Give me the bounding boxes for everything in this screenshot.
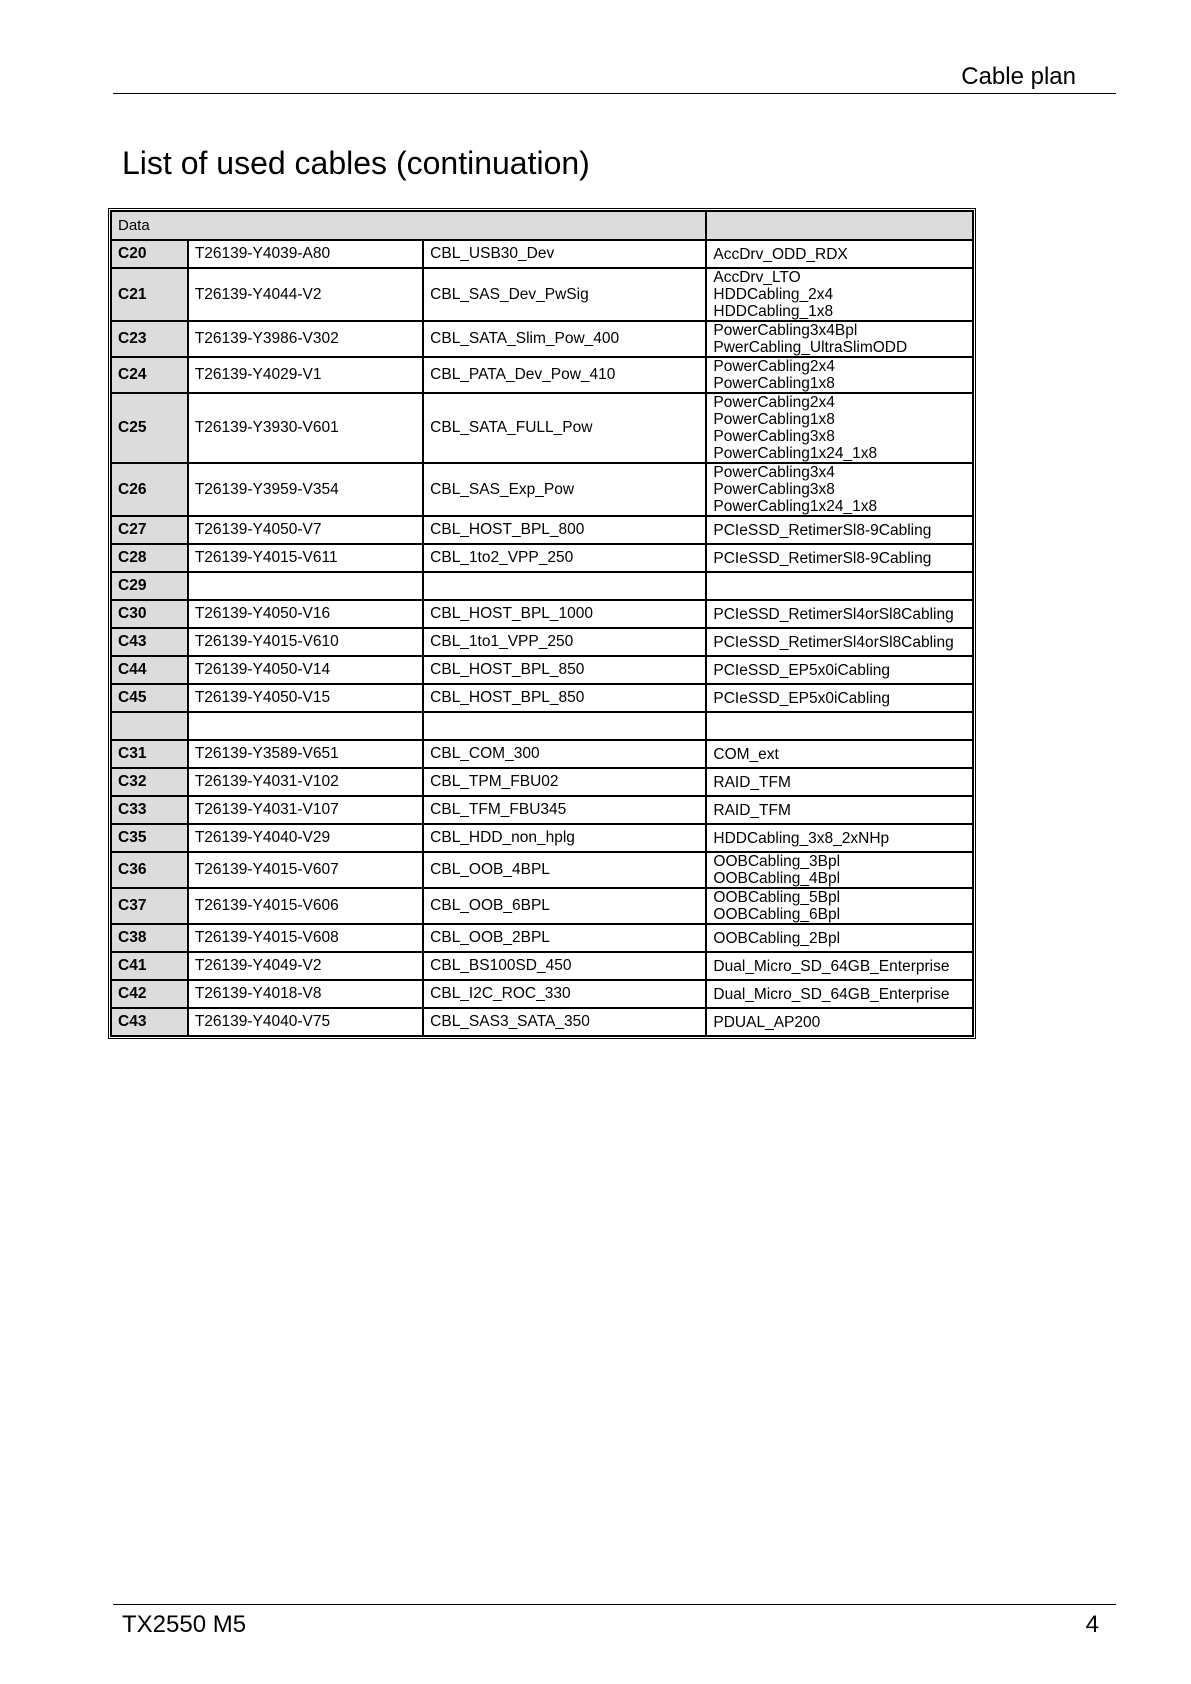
footer-divider xyxy=(113,1604,1116,1605)
cable-code-cell: C36 xyxy=(111,852,188,888)
cable-name-cell: CBL_OOB_6BPL xyxy=(423,888,706,924)
table-row xyxy=(111,768,973,796)
table-row xyxy=(111,824,973,852)
cable-code-cell: C25 xyxy=(111,393,188,463)
cable-name-cell: CBL_1to1_VPP_250 xyxy=(423,628,706,656)
usage-cell xyxy=(706,600,973,628)
table-row xyxy=(111,600,973,628)
table-row xyxy=(111,393,973,463)
usage-line: PCIeSSD_RetimerSl8-9Cabling xyxy=(713,549,932,567)
usage-line: OOBCabling_6Bpl xyxy=(713,906,841,923)
usage-line: HDDCabling_2x4 xyxy=(713,286,834,303)
cable-name-cell: CBL_PATA_Dev_Pow_410 xyxy=(423,357,706,393)
usage-line: PowerCabling3x4Bpl xyxy=(713,322,858,339)
part-number-cell xyxy=(188,712,423,740)
cable-code-cell: C32 xyxy=(111,768,188,796)
cable-name-cell: CBL_I2C_ROC_330 xyxy=(423,980,706,1008)
usage-line: PCIeSSD_RetimerSl4orSl8Cabling xyxy=(713,605,954,623)
usage-cell xyxy=(706,796,973,824)
table-row xyxy=(111,952,973,980)
usage-line: PwerCabling_UltraSlimODD xyxy=(713,339,908,356)
table-row xyxy=(111,712,973,740)
usage-line: HDDCabling_1x8 xyxy=(713,303,834,320)
usage-line: PDUAL_AP200 xyxy=(713,1013,821,1031)
table-row xyxy=(111,740,973,768)
cable-name-cell: CBL_SAS3_SATA_350 xyxy=(423,1008,706,1036)
part-number-cell: T26139-Y4031-V107 xyxy=(188,796,423,824)
usage-line: PCIeSSD_EP5x0iCabling xyxy=(713,661,891,679)
cable-name-cell: CBL_OOB_4BPL xyxy=(423,852,706,888)
usage-cell xyxy=(706,740,973,768)
cable-name-cell: CBL_1to2_VPP_250 xyxy=(423,544,706,572)
usage-cell xyxy=(706,463,973,516)
usage-line: PowerCabling2x4 xyxy=(713,394,835,411)
footer-model: TX2550 M5 xyxy=(122,1611,247,1638)
cable-name-cell xyxy=(423,712,706,740)
cable-code-cell: C43 xyxy=(111,628,188,656)
usage-line: Dual_Micro_SD_64GB_Enterprise xyxy=(713,957,950,975)
cable-name-cell: CBL_TPM_FBU02 xyxy=(423,768,706,796)
cable-name-cell: CBL_SAS_Dev_PwSig xyxy=(423,268,706,321)
table-section-header xyxy=(111,211,973,240)
usage-line: Dual_Micro_SD_64GB_Enterprise xyxy=(713,985,950,1003)
cable-name-cell: CBL_OOB_2BPL xyxy=(423,924,706,952)
cable-name-cell: CBL_HOST_BPL_800 xyxy=(423,516,706,544)
usage-cell xyxy=(706,824,973,852)
usage-line: PowerCabling2x4 xyxy=(713,358,835,375)
usage-line: AccDrv_LTO xyxy=(713,269,801,286)
cable-code-cell: C23 xyxy=(111,321,188,357)
usage-line: PCIeSSD_RetimerSl8-9Cabling xyxy=(713,521,932,539)
header-divider xyxy=(113,93,1116,94)
cable-name-cell: CBL_SATA_FULL_Pow xyxy=(423,393,706,463)
table-row xyxy=(111,321,973,357)
usage-line: OOBCabling_4Bpl xyxy=(713,870,841,887)
part-number-cell: T26139-Y4018-V8 xyxy=(188,980,423,1008)
usage-line: PowerCabling1x8 xyxy=(713,411,835,428)
cable-code-cell: C31 xyxy=(111,740,188,768)
usage-cell xyxy=(706,268,973,321)
part-number-cell: T26139-Y4015-V611 xyxy=(188,544,423,572)
cable-code-cell xyxy=(111,712,188,740)
usage-line: RAID_TFM xyxy=(713,773,791,791)
table-row xyxy=(111,888,973,924)
cable-code-cell: C35 xyxy=(111,824,188,852)
table-row xyxy=(111,980,973,1008)
cable-code-cell: C29 xyxy=(111,572,188,600)
usage-line: PCIeSSD_RetimerSl4orSl8Cabling xyxy=(713,633,954,651)
usage-line: COM_ext xyxy=(713,745,779,763)
part-number-cell: T26139-Y4050-V7 xyxy=(188,516,423,544)
part-number-cell: T26139-Y4031-V102 xyxy=(188,768,423,796)
part-number-cell: T26139-Y4015-V610 xyxy=(188,628,423,656)
cable-code-cell: C20 xyxy=(111,240,188,268)
part-number-cell: T26139-Y4015-V606 xyxy=(188,888,423,924)
table-row xyxy=(111,572,973,600)
usage-line: PowerCabling3x4 xyxy=(713,464,835,481)
part-number-cell: T26139-Y4040-V75 xyxy=(188,1008,423,1036)
part-number-cell: T26139-Y3959-V354 xyxy=(188,463,423,516)
usage-cell xyxy=(706,516,973,544)
usage-cell xyxy=(706,656,973,684)
usage-cell xyxy=(706,321,973,357)
cable-code-cell: C38 xyxy=(111,924,188,952)
usage-cell xyxy=(706,544,973,572)
part-number-cell: T26139-Y4050-V15 xyxy=(188,684,423,712)
cable-code-cell: C44 xyxy=(111,656,188,684)
cable-name-cell: CBL_USB30_Dev xyxy=(423,240,706,268)
section-label: Data xyxy=(111,211,706,240)
page-title: List of used cables (continuation) xyxy=(122,145,590,181)
usage-line: HDDCabling_3x8_2xNHp xyxy=(713,829,890,847)
part-number-cell: T26139-Y4050-V16 xyxy=(188,600,423,628)
table-row xyxy=(111,268,973,321)
usage-cell xyxy=(706,240,973,268)
usage-line: PCIeSSD_EP5x0iCabling xyxy=(713,689,891,707)
page-number: 4 xyxy=(1085,1611,1099,1638)
table-row xyxy=(111,544,973,572)
usage-line: RAID_TFM xyxy=(713,801,791,819)
usage-line: OOBCabling_3Bpl xyxy=(713,853,841,870)
part-number-cell: T26139-Y4029-V1 xyxy=(188,357,423,393)
usage-cell xyxy=(706,768,973,796)
usage-line: PowerCabling1x8 xyxy=(713,375,835,392)
usage-line: PowerCabling3x8 xyxy=(713,481,835,498)
part-number-cell: T26139-Y3930-V601 xyxy=(188,393,423,463)
cable-name-cell: CBL_HDD_non_hplg xyxy=(423,824,706,852)
cable-name-cell: CBL_HOST_BPL_1000 xyxy=(423,600,706,628)
usage-cell xyxy=(706,684,973,712)
usage-cell xyxy=(706,572,973,600)
usage-cell xyxy=(706,852,973,888)
table-row xyxy=(111,656,973,684)
cable-name-cell: CBL_COM_300 xyxy=(423,740,706,768)
running-header-title: Cable plan xyxy=(961,63,1076,90)
part-number-cell: T26139-Y3589-V651 xyxy=(188,740,423,768)
cable-code-cell: C41 xyxy=(111,952,188,980)
usage-cell xyxy=(706,357,973,393)
cable-table xyxy=(108,208,976,1039)
table-row xyxy=(111,516,973,544)
cable-name-cell: CBL_SATA_Slim_Pow_400 xyxy=(423,321,706,357)
table-row xyxy=(111,240,973,268)
part-number-cell: T26139-Y4049-V2 xyxy=(188,952,423,980)
cable-name-cell: CBL_BS100SD_450 xyxy=(423,952,706,980)
table-row xyxy=(111,796,973,824)
cable-name-cell xyxy=(423,572,706,600)
usage-line: OOBCabling_5Bpl xyxy=(713,889,841,906)
usage-cell xyxy=(706,888,973,924)
cable-code-cell: C42 xyxy=(111,980,188,1008)
cable-code-cell: C33 xyxy=(111,796,188,824)
part-number-cell: T26139-Y4044-V2 xyxy=(188,268,423,321)
part-number-cell: T26139-Y4039-A80 xyxy=(188,240,423,268)
cable-code-cell: C24 xyxy=(111,357,188,393)
usage-cell xyxy=(706,980,973,1008)
cable-code-cell: C26 xyxy=(111,463,188,516)
usage-line: AccDrv_ODD_RDX xyxy=(713,245,848,263)
cable-code-cell: C30 xyxy=(111,600,188,628)
cable-code-cell: C37 xyxy=(111,888,188,924)
cable-code-cell: C43 xyxy=(111,1008,188,1036)
part-number-cell: T26139-Y4015-V608 xyxy=(188,924,423,952)
table-row xyxy=(111,924,973,952)
usage-cell xyxy=(706,1008,973,1036)
table-row xyxy=(111,463,973,516)
part-number-cell: T26139-Y3986-V302 xyxy=(188,321,423,357)
cable-code-cell: C21 xyxy=(111,268,188,321)
usage-cell xyxy=(706,952,973,980)
usage-line: PowerCabling1x24_1x8 xyxy=(713,498,878,515)
table-row xyxy=(111,628,973,656)
cable-name-cell: CBL_SAS_Exp_Pow xyxy=(423,463,706,516)
usage-cell xyxy=(706,393,973,463)
usage-line: PowerCabling3x8 xyxy=(713,428,835,445)
cable-name-cell: CBL_HOST_BPL_850 xyxy=(423,656,706,684)
cable-code-cell: C28 xyxy=(111,544,188,572)
table-row xyxy=(111,852,973,888)
cable-name-cell: CBL_TFM_FBU345 xyxy=(423,796,706,824)
table-row xyxy=(111,357,973,393)
usage-line: OOBCabling_2Bpl xyxy=(713,929,841,947)
cable-code-cell: C27 xyxy=(111,516,188,544)
part-number-cell: T26139-Y4050-V14 xyxy=(188,656,423,684)
table-row xyxy=(111,684,973,712)
cable-name-cell: CBL_HOST_BPL_850 xyxy=(423,684,706,712)
part-number-cell: T26139-Y4040-V29 xyxy=(188,824,423,852)
usage-line: PowerCabling1x24_1x8 xyxy=(713,445,878,462)
usage-cell xyxy=(706,628,973,656)
usage-cell xyxy=(706,924,973,952)
table-row xyxy=(111,1008,973,1036)
part-number-cell: T26139-Y4015-V607 xyxy=(188,852,423,888)
section-label-spacer xyxy=(706,211,973,240)
part-number-cell xyxy=(188,572,423,600)
usage-cell xyxy=(706,712,973,740)
cable-code-cell: C45 xyxy=(111,684,188,712)
